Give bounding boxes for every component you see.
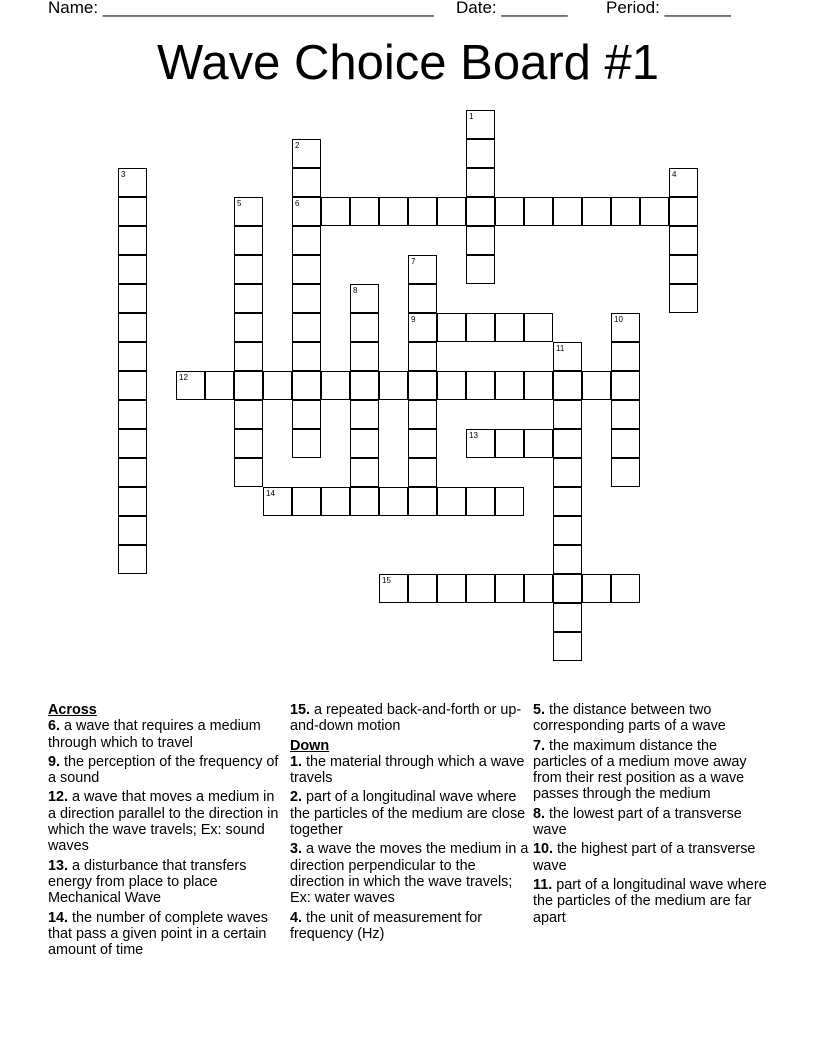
crossword-cell[interactable]: [234, 197, 263, 226]
clue-item: [533, 738, 773, 803]
crossword-cell[interactable]: [321, 197, 350, 226]
crossword-cell[interactable]: [611, 313, 640, 342]
crossword-cell[interactable]: [524, 371, 553, 400]
clue-item-text: a repeated back-and-forth or up-and-down motion: [290, 702, 522, 735]
crossword-cell[interactable]: [118, 400, 147, 429]
clue-item-number: 9.: [48, 753, 61, 770]
clue-item: [48, 858, 284, 907]
crossword-cell[interactable]: [408, 313, 437, 342]
clue-item: [290, 910, 530, 943]
crossword-cell[interactable]: [553, 516, 582, 545]
crossword-cell[interactable]: [437, 487, 466, 516]
crossword-cell[interactable]: [553, 400, 582, 429]
clue-item: [48, 754, 284, 787]
clue-item-number: 12.: [48, 789, 69, 806]
crossword-cell[interactable]: [350, 400, 379, 429]
crossword-cell[interactable]: [118, 371, 147, 400]
crossword-cell[interactable]: [176, 371, 205, 400]
clues-column-1: [48, 702, 284, 961]
across-heading: Across: [48, 702, 97, 718]
crossword-cell[interactable]: [350, 487, 379, 516]
crossword-cell[interactable]: [234, 429, 263, 458]
crossword-cell[interactable]: [408, 255, 437, 284]
crossword-cell[interactable]: [611, 400, 640, 429]
crossword-cell[interactable]: [437, 197, 466, 226]
clue-item: [290, 702, 530, 735]
crossword-cell[interactable]: [292, 284, 321, 313]
crossword-cell[interactable]: [321, 371, 350, 400]
clue-item-number: 10.: [533, 841, 554, 858]
crossword-cell[interactable]: [292, 168, 321, 197]
crossword-cell[interactable]: [118, 458, 147, 487]
crossword-cell[interactable]: [118, 255, 147, 284]
clue-item-number: 2.: [290, 789, 303, 806]
crossword-cell[interactable]: [466, 574, 495, 603]
crossword-cell[interactable]: [408, 574, 437, 603]
crossword-cell[interactable]: [495, 313, 524, 342]
clue-item: [48, 910, 284, 959]
clue-number: 9: [411, 315, 416, 324]
crossword-cell[interactable]: [408, 429, 437, 458]
clue-item-number: 6.: [48, 718, 61, 735]
crossword-cell[interactable]: [350, 429, 379, 458]
crossword-cell[interactable]: [553, 197, 582, 226]
crossword-cell[interactable]: [437, 371, 466, 400]
crossword-cell[interactable]: [292, 255, 321, 284]
clue-item-number: 11.: [533, 876, 553, 893]
down-heading: Down: [290, 737, 330, 754]
crossword-cell[interactable]: [118, 487, 147, 516]
clue-number: 1: [469, 112, 474, 121]
crossword-cell[interactable]: [553, 545, 582, 574]
clue-item-text: a wave the moves the medium in a direction perpendicular to the direction in which the wave travels; Ex: water waves: [290, 841, 529, 907]
clue-item-text: the distance between two corresponding parts of a wave: [533, 702, 726, 735]
clue-item-number: 15.: [290, 702, 311, 718]
page-title: Wave Choice Board #1: [156, 36, 660, 90]
clue-number: 3: [121, 170, 126, 179]
crossword-cell[interactable]: [466, 313, 495, 342]
crossword-cell[interactable]: [321, 487, 350, 516]
crossword-cell[interactable]: [292, 342, 321, 371]
period-field[interactable]: Period: _______: [606, 0, 731, 17]
crossword-cell[interactable]: [466, 429, 495, 458]
clue-number: 5: [237, 199, 242, 208]
clue-number: 11: [556, 344, 565, 353]
clue-number: 7: [411, 257, 416, 266]
crossword-cell[interactable]: [582, 574, 611, 603]
crossword-cell[interactable]: [118, 313, 147, 342]
clue-item-text: the lowest part of a transverse wave: [533, 805, 742, 839]
crossword-cell[interactable]: [118, 545, 147, 574]
crossword-cell[interactable]: [495, 574, 524, 603]
crossword-cell[interactable]: [553, 574, 582, 603]
crossword-cell[interactable]: [408, 487, 437, 516]
crossword-cell[interactable]: [466, 197, 495, 226]
clue-number: 4: [672, 170, 677, 179]
crossword-cell[interactable]: [234, 371, 263, 400]
crossword-cell[interactable]: [524, 313, 553, 342]
clue-item-number: 4.: [290, 909, 303, 926]
clue-item-text: the perception of the frequency of a sound: [48, 753, 279, 787]
crossword-cell[interactable]: [118, 168, 147, 197]
crossword-cell[interactable]: [292, 429, 321, 458]
crossword-cell[interactable]: [466, 110, 495, 139]
crossword-cell[interactable]: [553, 487, 582, 516]
crossword-cell[interactable]: [379, 574, 408, 603]
crossword-cell[interactable]: [466, 139, 495, 168]
crossword-cell[interactable]: [611, 342, 640, 371]
clue-item-text: part of a longitudinal wave where the particles of the medium are far apart: [533, 876, 767, 926]
clue-item: [533, 806, 773, 839]
clue-number: 10: [614, 315, 623, 324]
crossword-cell[interactable]: [234, 255, 263, 284]
crossword-cell[interactable]: [234, 458, 263, 487]
crossword-cell[interactable]: [495, 487, 524, 516]
clue-number: 2: [295, 141, 300, 150]
crossword-cell[interactable]: [292, 487, 321, 516]
clue-item-number: 3.: [290, 841, 303, 858]
crossword-cell[interactable]: [292, 197, 321, 226]
crossword-cell[interactable]: [437, 313, 466, 342]
crossword-cell[interactable]: [408, 197, 437, 226]
clue-item-text: a wave that moves a medium in a direction parallel to the direction in which the wave travels; Ex: sound waves: [48, 789, 279, 855]
crossword-cell[interactable]: [611, 458, 640, 487]
clue-item-text: the number of complete waves that pass a given point in a certain amount of time: [48, 909, 268, 959]
clue-item: [290, 841, 530, 906]
clue-item-text: the maximum distance the particles of a medium move away from their rest position as a wave passes through the medium: [533, 737, 747, 803]
crossword-cell[interactable]: [611, 371, 640, 400]
crossword-cell[interactable]: [118, 197, 147, 226]
clue-number: 13: [469, 431, 478, 440]
crossword-cell[interactable]: [553, 342, 582, 371]
crossword-cell[interactable]: [263, 487, 292, 516]
crossword-cell[interactable]: [408, 342, 437, 371]
clue-number: 15: [382, 576, 391, 585]
crossword-cell[interactable]: [553, 632, 582, 661]
crossword-cell[interactable]: [292, 371, 321, 400]
crossword-cell[interactable]: [118, 226, 147, 255]
crossword-cell[interactable]: [669, 168, 698, 197]
crossword-cell[interactable]: [466, 226, 495, 255]
crossword-cell[interactable]: [234, 313, 263, 342]
clue-item: [290, 754, 530, 787]
clue-item-text: a disturbance that transfers energy from place to place Mechanical Wave: [48, 857, 247, 907]
crossword-cell[interactable]: [611, 197, 640, 226]
crossword-cell[interactable]: [669, 197, 698, 226]
clue-item-number: 14.: [48, 909, 69, 926]
crossword-cell[interactable]: [408, 458, 437, 487]
crossword-cell[interactable]: [118, 516, 147, 545]
crossword-cell[interactable]: [495, 429, 524, 458]
date-field[interactable]: Date: _______: [456, 0, 568, 17]
clue-item-number: 7.: [533, 737, 546, 754]
crossword-cell[interactable]: [292, 139, 321, 168]
crossword-cell[interactable]: [118, 284, 147, 313]
crossword-cell[interactable]: [495, 371, 524, 400]
crossword-cell[interactable]: [553, 458, 582, 487]
clue-item-text: the highest part of a transverse wave: [533, 841, 756, 874]
clue-item: [533, 841, 773, 874]
crossword-cell[interactable]: [379, 197, 408, 226]
crossword-cell[interactable]: [582, 197, 611, 226]
crossword-cell[interactable]: [408, 400, 437, 429]
crossword-cell[interactable]: [292, 313, 321, 342]
clue-item: [48, 789, 284, 854]
clue-number: 8: [353, 286, 358, 295]
crossword-cell[interactable]: [611, 574, 640, 603]
crossword-cell[interactable]: [669, 226, 698, 255]
crossword-cell[interactable]: [292, 400, 321, 429]
crossword-cell[interactable]: [669, 255, 698, 284]
crossword-cell[interactable]: [379, 371, 408, 400]
crossword-cell[interactable]: [234, 342, 263, 371]
crossword-cell[interactable]: [553, 603, 582, 632]
crossword-cell[interactable]: [350, 342, 379, 371]
crossword-cell[interactable]: [408, 371, 437, 400]
clue-number: 6: [295, 199, 300, 208]
clue-number: 14: [266, 489, 275, 498]
crossword-cell[interactable]: [118, 429, 147, 458]
clue-item-number: 8.: [533, 805, 546, 822]
name-field[interactable]: Name: ___________________________________: [48, 0, 434, 17]
clue-number: 12: [179, 373, 188, 382]
crossword-cell[interactable]: [582, 371, 611, 400]
crossword-cell[interactable]: [205, 371, 234, 400]
clue-item: [290, 789, 530, 838]
crossword-cell[interactable]: [524, 574, 553, 603]
clue-item-text: part of a longitudinal wave where the particles of the medium are close together: [290, 789, 526, 839]
crossword-cell[interactable]: [640, 197, 669, 226]
crossword-cell[interactable]: [263, 371, 292, 400]
crossword-cell[interactable]: [553, 371, 582, 400]
clue-item-text: the material through which a wave travels: [290, 753, 525, 787]
crossword-cell[interactable]: [466, 168, 495, 197]
crossword-cell[interactable]: [466, 371, 495, 400]
clues-column-2: [290, 702, 530, 945]
crossword-cell[interactable]: [234, 226, 263, 255]
clue-item-text: a wave that requires a medium through which to travel: [48, 718, 261, 751]
crossword-cell[interactable]: [408, 284, 437, 313]
clues-column-3: [533, 702, 773, 929]
crossword-cell[interactable]: [553, 429, 582, 458]
crossword-cell[interactable]: [524, 197, 553, 226]
crossword-cell[interactable]: [234, 284, 263, 313]
clue-item-number: 1.: [290, 753, 303, 770]
clue-item: [533, 877, 773, 926]
crossword-cell[interactable]: [524, 429, 553, 458]
crossword-cell[interactable]: [611, 429, 640, 458]
clue-item: [48, 718, 284, 751]
crossword-cell[interactable]: [437, 574, 466, 603]
crossword-cell[interactable]: [234, 400, 263, 429]
crossword-cell[interactable]: [379, 487, 408, 516]
crossword-cell[interactable]: [118, 342, 147, 371]
crossword-cell[interactable]: [669, 284, 698, 313]
clue-item-text: the unit of measurement for frequency (Hz): [290, 909, 482, 942]
crossword-cell[interactable]: [466, 255, 495, 284]
crossword-cell[interactable]: [350, 284, 379, 313]
clue-item: [533, 702, 773, 735]
crossword-cell[interactable]: [350, 458, 379, 487]
crossword-cell[interactable]: [292, 226, 321, 255]
crossword-cell[interactable]: [350, 313, 379, 342]
crossword-cell[interactable]: [466, 487, 495, 516]
crossword-cell[interactable]: [350, 197, 379, 226]
clue-item-number: 13.: [48, 857, 69, 874]
clue-item-number: 5.: [533, 702, 546, 718]
crossword-cell[interactable]: [350, 371, 379, 400]
crossword-cell[interactable]: [495, 197, 524, 226]
